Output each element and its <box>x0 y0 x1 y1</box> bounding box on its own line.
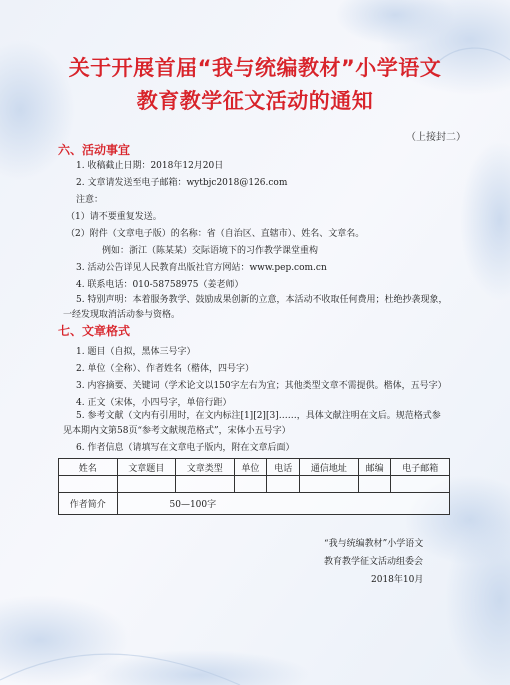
title-line-2: 教育教学征文活动的通知 <box>136 89 374 113</box>
table-cell <box>176 476 235 493</box>
s6-note-2: （2）附件（文章电子版）的名称：省（自治区、直辖市）、姓名、文章名。 <box>66 229 365 239</box>
table-header-cell: 通信地址 <box>300 459 359 476</box>
s6-item-3: 3. 活动公告详见人民教育出版社官方网站：www.pep.com.cn <box>76 263 327 273</box>
title-line-1: 关于开展首届“我与统编教材”小学语文 <box>68 56 442 80</box>
author-intro-value: 50—100字 <box>117 493 450 515</box>
table-header-cell: 电子邮箱 <box>391 459 450 476</box>
table-empty-row <box>59 476 450 493</box>
s7-item-3: 3. 内容摘要、关键词（学术论文以150字左右为宜；其他类型文章不需提供。楷体，五号字） <box>76 381 447 391</box>
table-cell <box>234 476 267 493</box>
s6-note-label: 注意： <box>76 195 104 205</box>
table-cell <box>358 476 391 493</box>
s7-item-4: 4. 正文（宋体，小四号字，单倍行距） <box>76 398 232 408</box>
table-cell <box>391 476 450 493</box>
s6-item-4: 4. 联系电话：010-58758975（姜老师） <box>76 280 244 290</box>
table-cell <box>59 476 118 493</box>
section-7-heading: 七、文章格式 <box>58 324 131 338</box>
s6-item-1: 1. 收稿截止日期：2018年12月20日 <box>76 161 224 171</box>
table-intro-row <box>59 493 450 515</box>
s7-item-6: 6. 作者信息（请填写在文章电子版内，附在文章后面） <box>76 443 295 453</box>
s6-item-5: 5. 特别声明：本着服务教学、鼓励成果创新的立意，本活动不收取任何费用；杜绝抄袭现象，一经发现取消活动参与资格。 <box>63 295 448 320</box>
s7-item-1: 1. 题目（自拟，黑体三号字） <box>76 347 196 357</box>
table-header-row <box>59 459 450 476</box>
section-6-heading: 六、活动事宜 <box>58 143 131 157</box>
s6-example: 例如：浙江（陈某某）交际语境下的习作教学课堂重构 <box>102 246 319 256</box>
table-header-cell: 姓名 <box>59 459 118 476</box>
table-header-cell: 电话 <box>267 459 300 476</box>
continuation-note: （上接封二） <box>406 132 466 143</box>
author-info-table <box>58 458 450 515</box>
table-cell <box>267 476 300 493</box>
author-intro-label: 作者简介 <box>59 493 118 515</box>
table-header-cell: 文章题目 <box>117 459 176 476</box>
signature-org-line-2: 教育教学征文活动组委会 <box>324 557 424 567</box>
signature-date: 2018年10月 <box>371 575 424 585</box>
table-cell <box>300 476 359 493</box>
table-cell <box>117 476 176 493</box>
table-header-cell: 邮编 <box>358 459 391 476</box>
s7-item-2: 2. 单位（全称）、作者姓名（楷体，四号字） <box>76 364 254 374</box>
s7-item-5: 5. 参考文献（文内有引用时，在文内标注[1][2][3]……，具体文献注明在文后。规范格式参见本期内文第58页“参考文献规范格式”，宋体小五号字） <box>63 411 441 436</box>
table-header-cell: 文章类型 <box>176 459 235 476</box>
s6-note-1: （1）请不要重复发送。 <box>66 212 162 222</box>
signature-org-line-1: “我与统编教材”小学语文 <box>324 539 424 549</box>
notice-title <box>0 52 510 118</box>
table-header-cell: 单位 <box>234 459 267 476</box>
s6-item-2: 2. 文章请发送至电子邮箱：wytbjc2018@126.com <box>76 178 288 188</box>
